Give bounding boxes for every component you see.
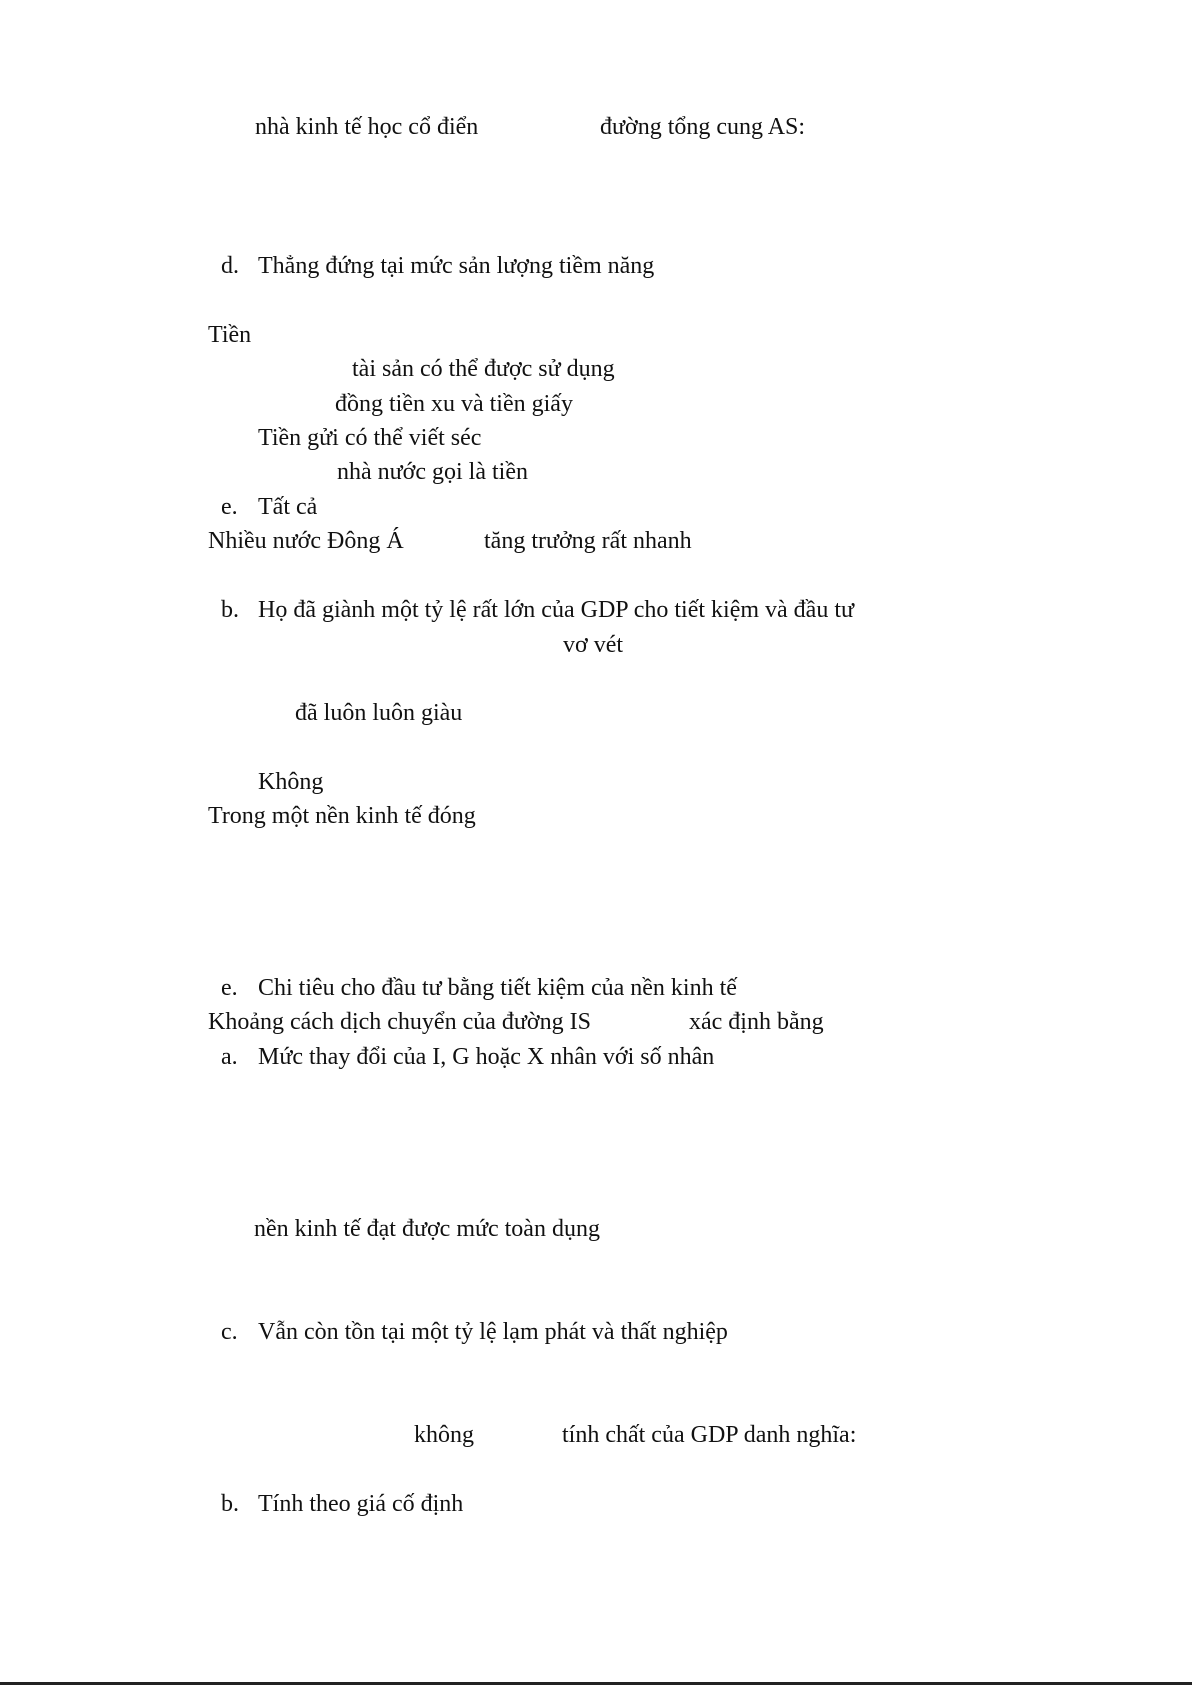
q6-fragment: nền kinh tế đạt được mức toàn dụng xyxy=(254,1216,600,1242)
q2-title: Tiền xyxy=(208,322,252,348)
q5-option-a-text: Mức thay đổi của I, G hoặc X nhân với số nhân xyxy=(258,1044,715,1070)
q2-option-e-text: Tất cả xyxy=(258,494,318,520)
q4-option-e-text: Chi tiêu cho đầu tư bằng tiết kiệm của nền kinh tế xyxy=(258,975,737,1001)
q4-title: Trong một nền kinh tế đóng xyxy=(208,803,476,829)
q3-option-b-letter: b. xyxy=(221,597,239,623)
q6-option-c-text: Vẫn còn tồn tại một tỷ lệ lạm phát và thất nghiệp xyxy=(258,1319,728,1345)
q2-option-e-letter: e. xyxy=(221,494,238,520)
q6-option-c-letter: c. xyxy=(221,1319,238,1345)
q5-left-fragment: Khoảng cách dịch chuyển của đường IS xyxy=(208,1009,591,1035)
q7-right-fragment: tính chất của GDP danh nghĩa: xyxy=(562,1422,857,1448)
q2-line4: nhà nước gọi là tiền xyxy=(337,459,528,485)
q3-left-fragment: Nhiều nước Đông Á xyxy=(208,528,404,554)
q5-right-fragment: xác định bằng xyxy=(689,1009,824,1035)
q3-right-fragment: tăng trưởng rất nhanh xyxy=(484,528,692,554)
q4-option-e-letter: e. xyxy=(221,975,238,1001)
q1-right-fragment: đường tổng cung AS: xyxy=(600,114,806,140)
q3-fragment-khong: Không xyxy=(258,769,324,795)
q5-option-a-letter: a. xyxy=(221,1044,238,1070)
q1-option-d-letter: d. xyxy=(221,253,239,279)
q1-option-d-text: Thẳng đứng tại mức sản lượng tiềm năng xyxy=(258,253,655,279)
q2-line2: đồng tiền xu và tiền giấy xyxy=(335,391,573,417)
q7-fragment-khong: không xyxy=(414,1422,474,1448)
q3-fragment-giau: đã luôn luôn giàu xyxy=(295,700,463,726)
q7-option-b-letter: b. xyxy=(221,1491,239,1517)
q1-left-fragment: nhà kinh tế học cổ điển xyxy=(255,114,479,140)
q2-line3: Tiền gửi có thể viết séc xyxy=(258,425,482,451)
q3-fragment-vo-vet: vơ vét xyxy=(563,632,624,658)
q2-line1: tài sản có thể được sử dụng xyxy=(352,356,615,382)
q7-option-b-text: Tính theo giá cố định xyxy=(258,1491,464,1517)
q3-option-b-text: Họ đã giành một tỷ lệ rất lớn của GDP cho tiết kiệm và đầu tư xyxy=(258,597,855,623)
